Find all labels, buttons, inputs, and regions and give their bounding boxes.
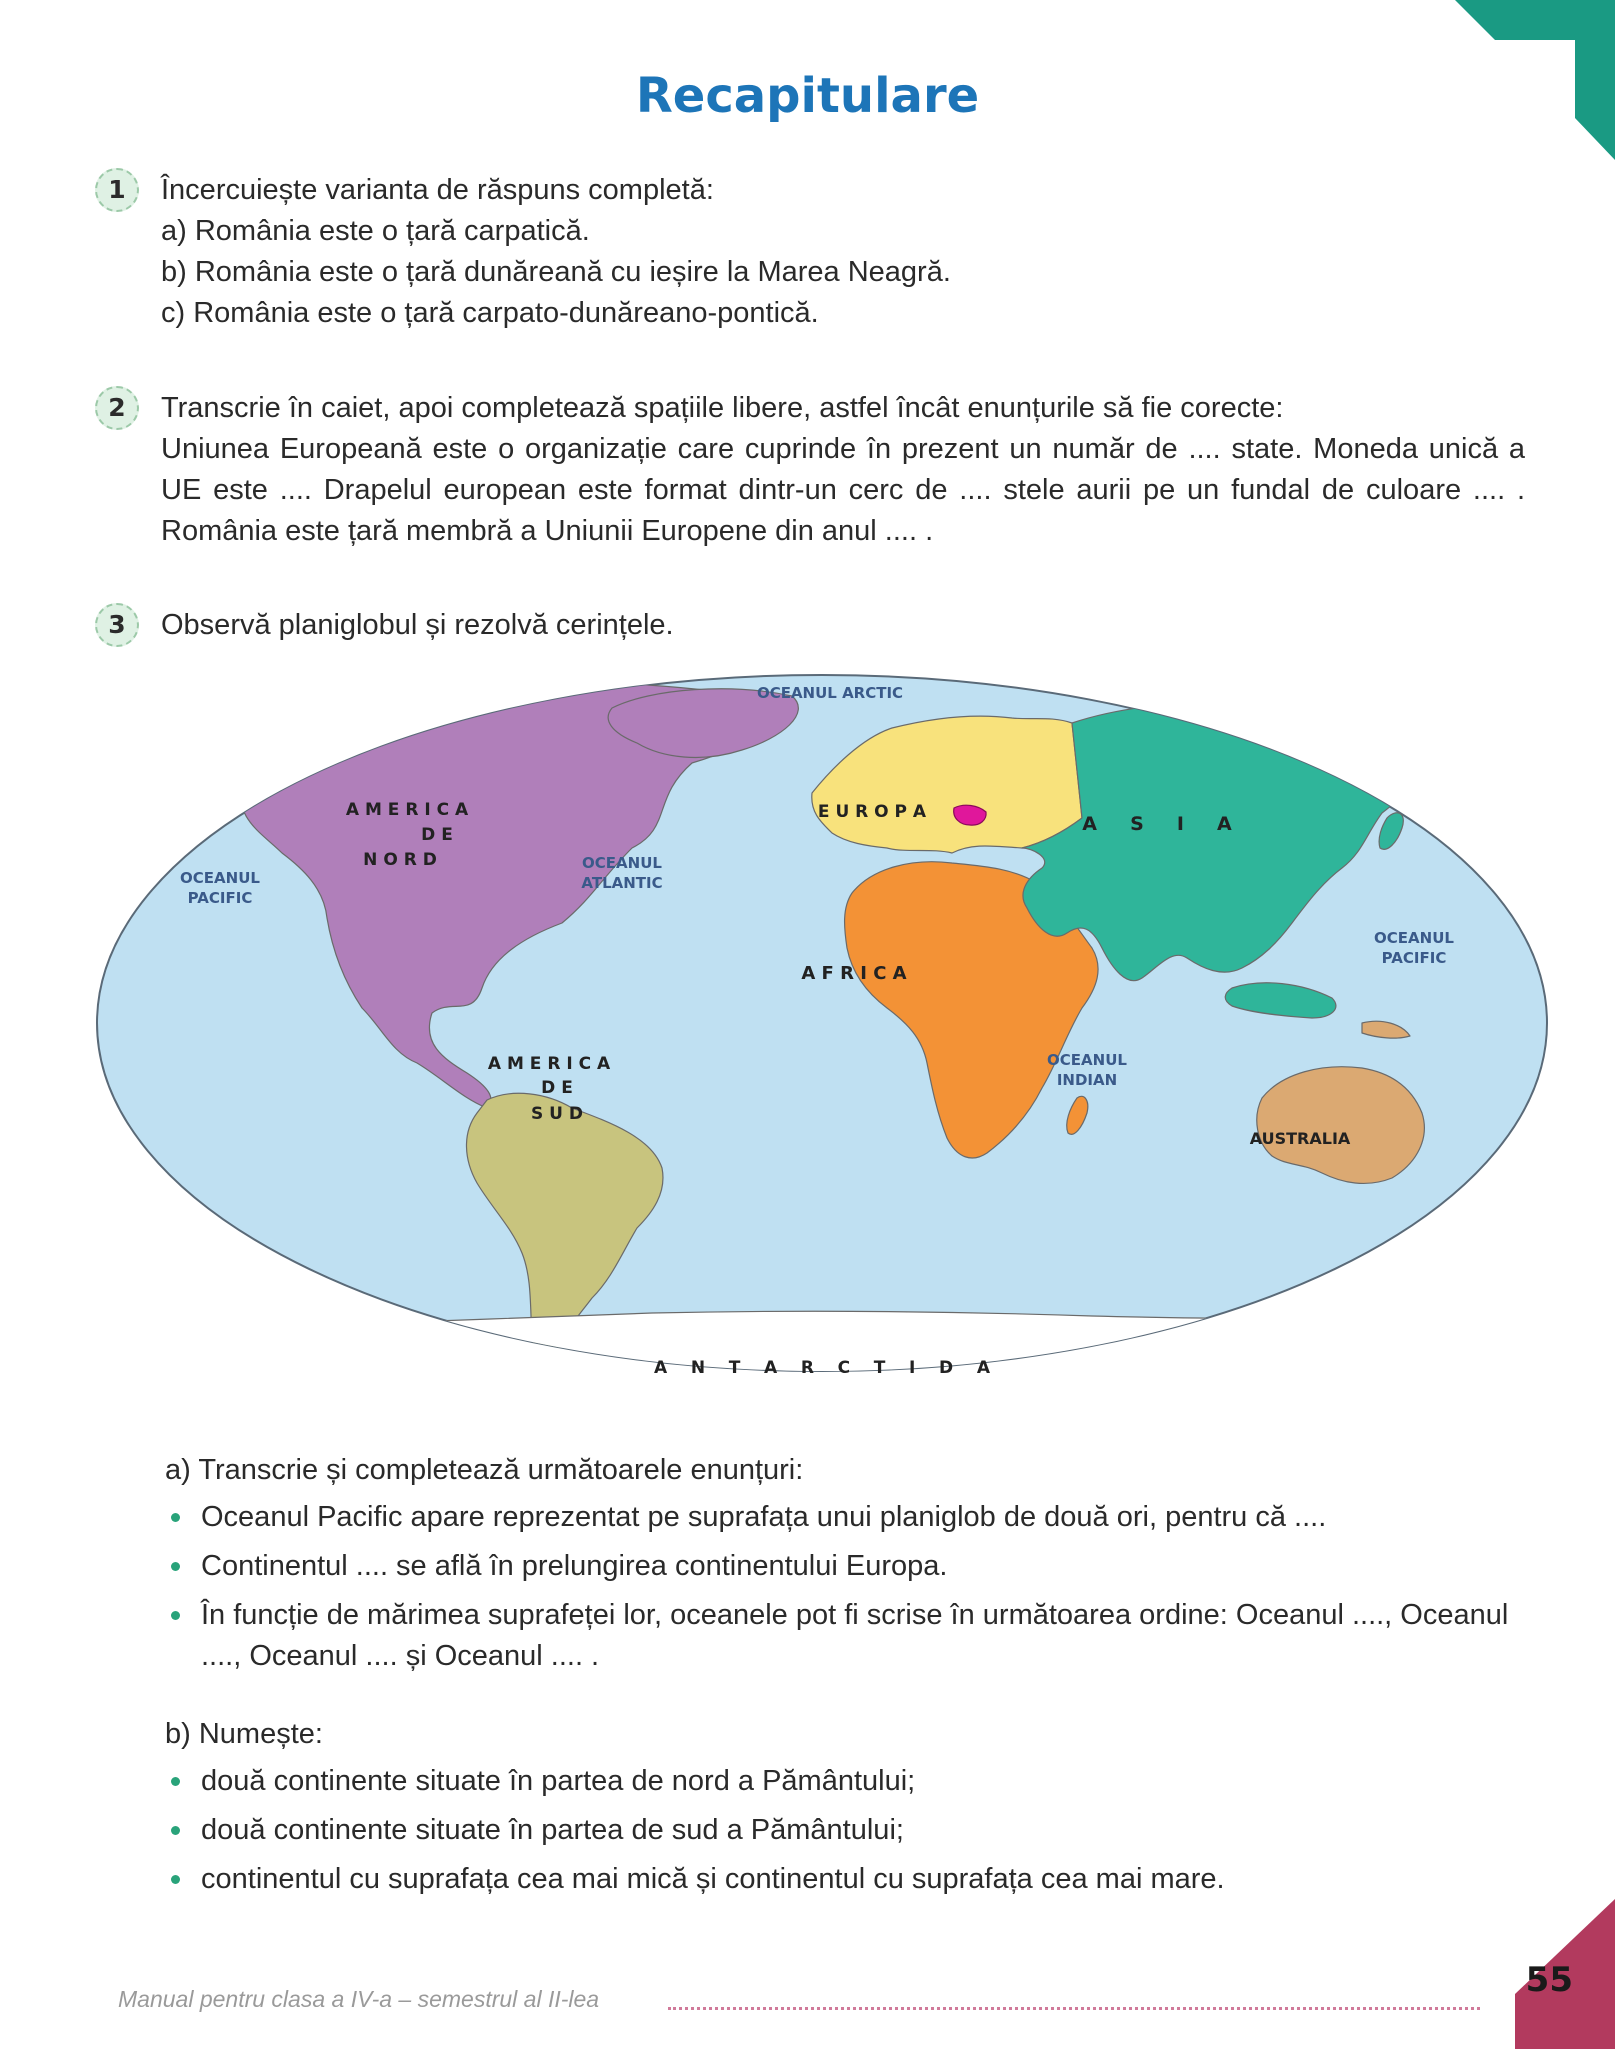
part-b bbox=[165, 1714, 1535, 1908]
list-item: Oceanul Pacific apare reprezentat pe suprafața unui planiglob de două ori, pentru că .... bbox=[201, 1497, 1535, 1538]
label-europe: E U R O P A bbox=[817, 802, 927, 822]
label-south-america: A M E R I C A bbox=[487, 1054, 611, 1074]
new-zealand bbox=[1442, 1211, 1475, 1246]
option-a: a) România este o țară carpatică. bbox=[161, 215, 590, 247]
label-south-america-3: S U D bbox=[531, 1104, 583, 1124]
page-number: 55 bbox=[1525, 1960, 1573, 2000]
label-pacific-right-2: PACIFIC bbox=[1381, 949, 1447, 967]
exercise-prompt: Încercuiește varianta de răspuns completă: bbox=[161, 174, 714, 206]
exercise-2 bbox=[95, 388, 1525, 552]
label-arctic-ocean: OCEANUL ARCTIC bbox=[756, 684, 904, 702]
list-item: Continentul .... se află în prelungirea continentului Europa. bbox=[201, 1546, 1535, 1587]
label-indian-ocean-2: INDIAN bbox=[1056, 1071, 1118, 1089]
label-pacific-left-2: PACIFIC bbox=[187, 889, 253, 907]
exercise-number-badge: 1 bbox=[95, 168, 139, 212]
label-pacific-right: OCEANUL bbox=[1374, 929, 1454, 947]
list-item: continentul cu suprafața cea mai mică și continentul cu suprafața cea mai mare. bbox=[201, 1859, 1535, 1900]
list-item: În funcție de mărimea suprafeței lor, oceanele pot fi scrise în următoarea ordine: Oceanul ...., Oceanul ...., Oceanul .... și Oceanul .... . bbox=[201, 1595, 1535, 1677]
label-asia: A S I A bbox=[1082, 813, 1232, 835]
exercise-number-badge: 2 bbox=[95, 386, 139, 430]
label-australia: AUSTRALIA bbox=[1249, 1129, 1351, 1148]
label-pacific-left: OCEANUL bbox=[180, 869, 260, 887]
list-item: două continente situate în partea de nord a Pământului; bbox=[201, 1761, 1535, 1802]
part-a-title: a) Transcrie și completează următoarele enunțuri: bbox=[165, 1454, 804, 1486]
label-north-america-2: D E bbox=[421, 825, 453, 845]
label-atlantic-ocean: OCEANUL bbox=[582, 854, 662, 872]
exercise-prompt: Observă planiglobul și rezolvă cerințele. bbox=[161, 609, 674, 641]
label-atlantic-ocean-2: ATLANTIC bbox=[581, 874, 663, 892]
label-north-america: A M E R I C A bbox=[345, 800, 469, 820]
exercise-3 bbox=[95, 605, 1525, 646]
part-b-title: b) Numește: bbox=[165, 1718, 323, 1750]
footer-divider bbox=[668, 2007, 1480, 2010]
part-a bbox=[165, 1450, 1535, 1685]
exercise-1 bbox=[95, 170, 1525, 334]
option-b: b) România este o țară dunăreană cu ieșire la Marea Neagră. bbox=[161, 256, 951, 288]
exercise-text: Uniunea Europeană este o organizație care cuprinde în prezent un număr de .... state. Moneda unică a UE este .... Drapelul european este format dintr-un cerc de .... stele aurii pe un fundal de culoare .... . România este țară membră a Uniunii Europene din anul .... . bbox=[161, 433, 1525, 547]
label-africa: A F R I C A bbox=[801, 963, 907, 984]
world-map-svg bbox=[92, 668, 1552, 1388]
exercise-number-badge: 3 bbox=[95, 603, 139, 647]
page-title: Recapitulare bbox=[635, 68, 980, 124]
footer-text: Manual pentru clasa a IV-a – semestrul al II-lea bbox=[118, 1986, 600, 2012]
option-c: c) România este o țară carpato-dunăreano-pontică. bbox=[161, 297, 819, 329]
label-antarctica: A N T A R C T I D A bbox=[654, 1358, 990, 1378]
label-south-america-2: D E bbox=[541, 1078, 573, 1098]
list-item: două continente situate în partea de sud a Pământului; bbox=[201, 1810, 1535, 1851]
label-indian-ocean: OCEANUL bbox=[1047, 1051, 1127, 1069]
exercise-prompt: Transcrie în caiet, apoi completează spațiile libere, astfel încât enunțurile să fie corecte: bbox=[161, 392, 1284, 424]
world-map bbox=[92, 668, 1552, 1388]
label-north-america-3: N O R D bbox=[363, 850, 437, 870]
